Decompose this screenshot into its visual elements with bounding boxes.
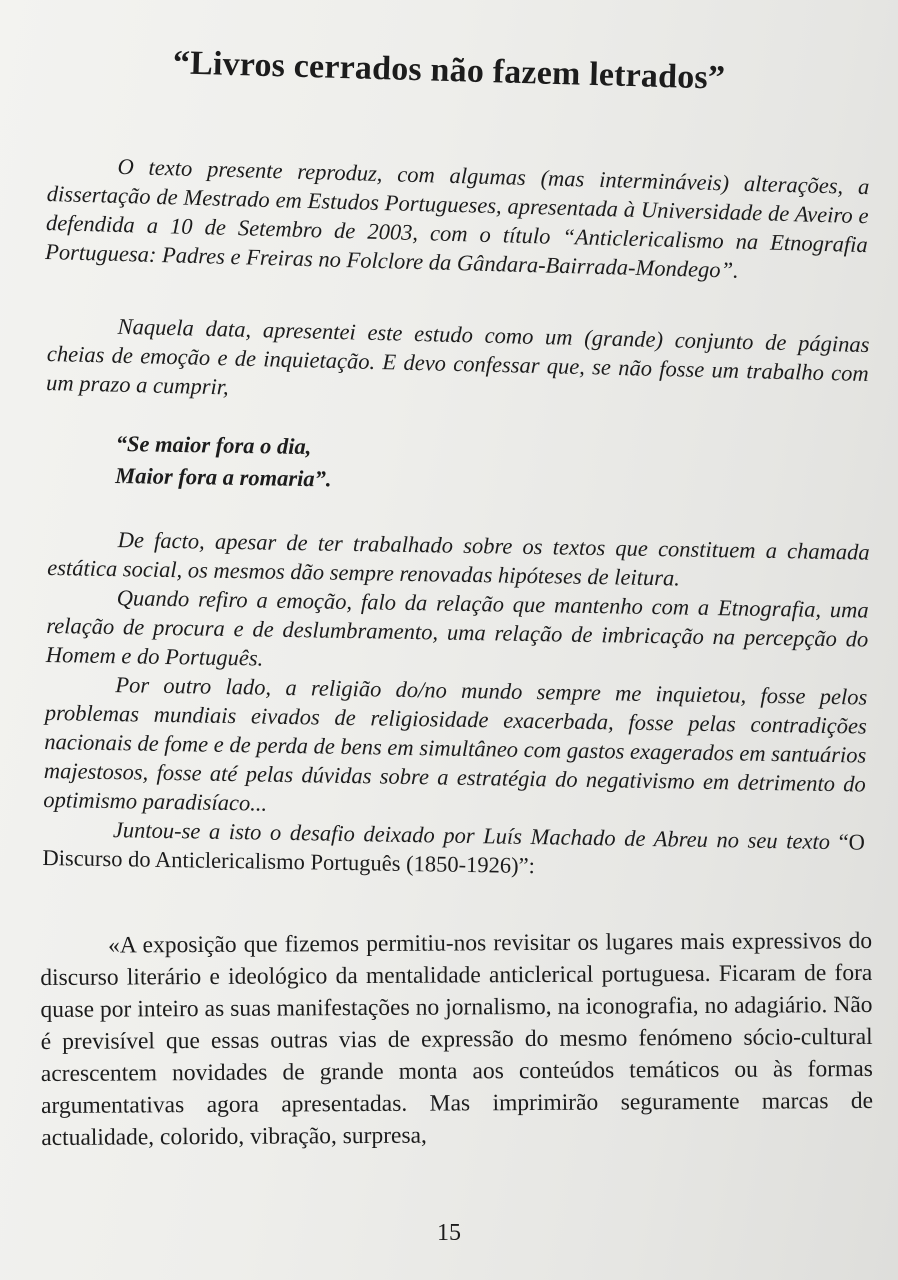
quotation-text: «A exposição que fizemos permitiu-nos revisitar os lugares mais expressivos do discurso literário e ideológico da mentalidade anticlerical portuguesa. Ficaram de fora quase por inteiro as suas manifestações no jornalismo, na iconografia, no adagiário. Não é previsível que essas outras vias de expressão do mesmo fenómeno sócio-cultural acrescentem novidades de grande monta aos conteúdos temáticos ou às formas argumentativas agora apresentadas. Mas imprimirão seguramente marcas de actualidade, colorido, vibração, surpresa, [40,927,874,1151]
proverb-quote [115,428,332,495]
body-paragraph-4: Quando refiro a emoção, falo da relação que mantenho com a Etnografia, uma relação de procura e de deslumbramento, uma relação de imbricação na percepção do Homem e do Português. [45,585,869,671]
intro-section [45,150,870,288]
page-number: 15 [437,1220,461,1246]
block-quotation [40,925,873,1154]
proverb-line-1: “Se maior fora o dia, [115,430,312,460]
paragraph-6-text: Juntou-se a isto o desafio deixado por Luís Machado de Abreu no seu texto [112,817,831,855]
intro-paragraph-1: O texto presente reproduz, com algumas (mas intermináveis) alterações, a dissertação de Mestrado em Estudos Portugueses, apresentada à Universidade de Aveiro e defendida a 10 de Setembro de 2003, com o título “Anticlericalismo na Etnografia Portuguesa: Padres e Freiras no Folclore da Gândara-Bairrada-Mondego”. [44,153,870,283]
body-paragraph-6 [42,814,865,886]
intro-paragraph-2: Naquela data, apresentei este estudo como um (grande) conjunto de páginas cheias de emoção e de inquietação. E devo confessar que, se não fosse um trabalho com um prazo a cumprir, [45,313,870,400]
intro-section-2 [46,310,870,417]
chapter-title: “Livros cerrados não fazem letrados” [172,44,726,97]
body-paragraph-5: Por outro lado, a religião do/no mundo sempre me inquietou, fosse pelos problemas mundiais eivados de religiosidade exacerbada, fosse pelas contradições nacionais de fome e de perda de bens em simultâneo com gastos exagerados em santuários majestosos, fosse até pelas dúvidas sobre a estratégia do negativismo em detrimento do optimismo paradisíaco... [43,672,868,816]
cited-work-title: “O Discurso do Anticlericalismo Português (1850-1926)”: [42,829,866,879]
proverb-line-2: Maior fora a romaria”. [115,462,332,492]
body-paragraph-3: De facto, apesar de ter trabalhado sobre os textos que constituem a chamada estática social, os mesmos dão sempre renovadas hipóteses de leitura. [47,527,870,591]
body-section [42,524,870,886]
